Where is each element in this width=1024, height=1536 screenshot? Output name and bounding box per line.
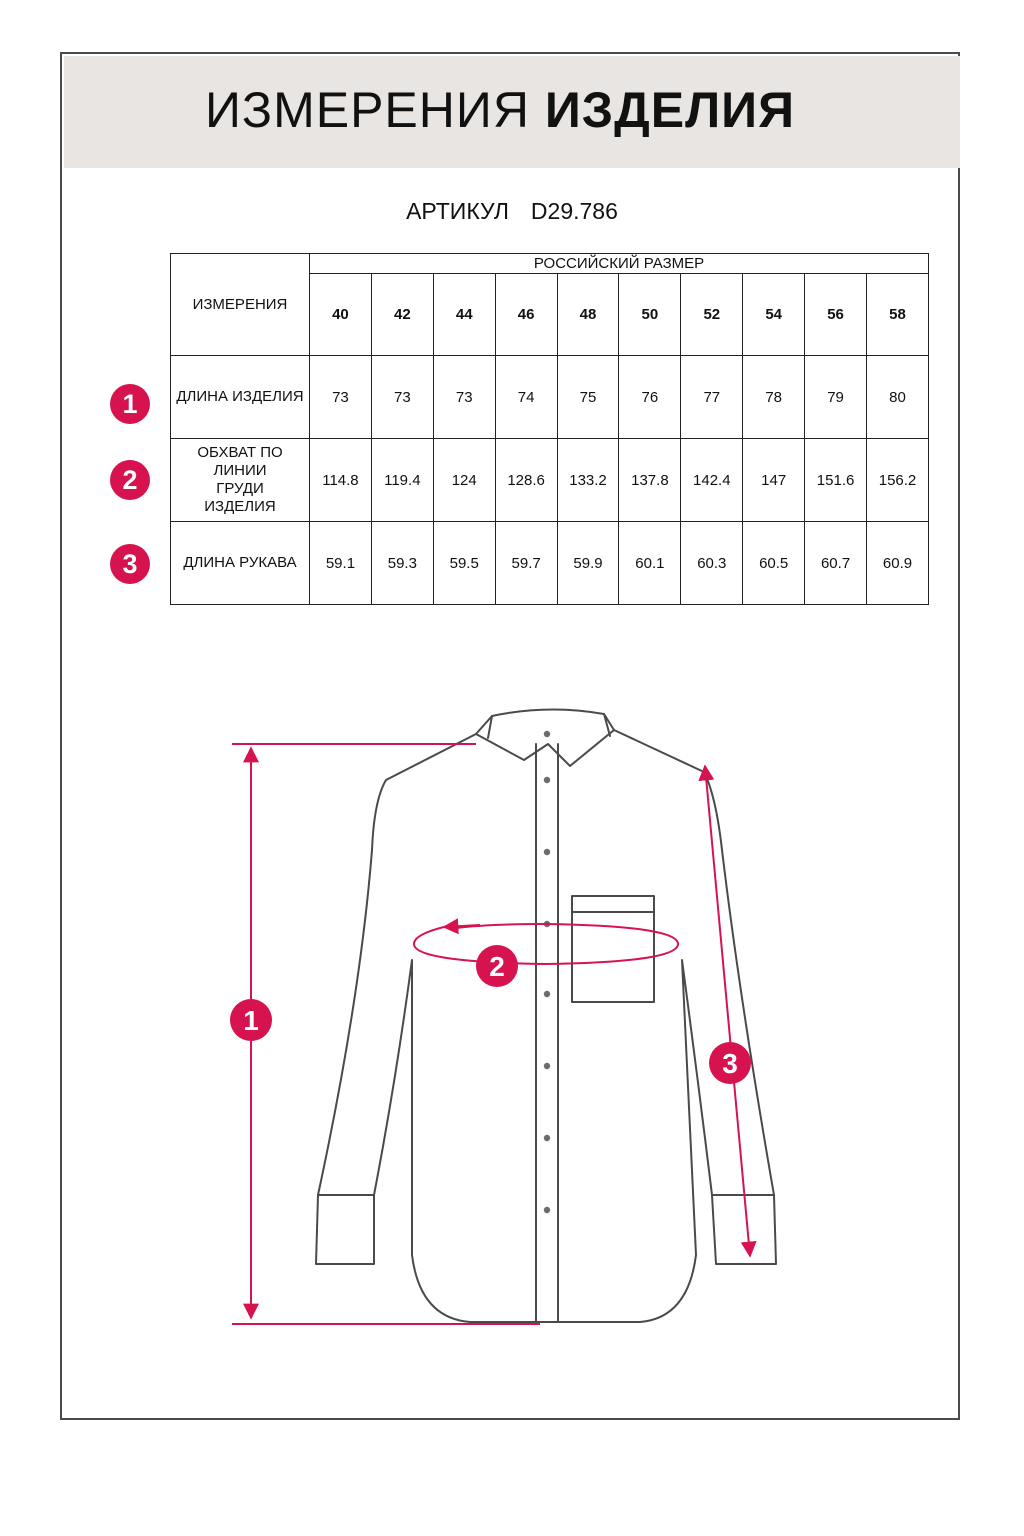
title-light: ИЗМЕРЕНИЯ (204, 82, 530, 138)
table-cell: 78 (743, 356, 805, 439)
table-cell: 151.6 (805, 439, 867, 522)
row-badge-2: 2 (110, 460, 150, 500)
diagram-markers (230, 945, 751, 1084)
table-cell: 73 (371, 356, 433, 439)
marker-chest-label: 2 (489, 951, 505, 982)
table-cell: 60.1 (619, 522, 681, 605)
table-cell: 114.8 (310, 439, 372, 522)
size-header: 44 (433, 274, 495, 356)
size-header: 52 (681, 274, 743, 356)
right-cuff (712, 1195, 776, 1264)
measurement-lines (232, 744, 750, 1324)
size-header: 58 (867, 274, 929, 356)
table-cell: 156.2 (867, 439, 929, 522)
size-header: 42 (371, 274, 433, 356)
row-label: ДЛИНА ИЗДЕЛИЯ (171, 356, 310, 439)
article-label: АРТИКУЛ (406, 198, 509, 224)
button-icon (544, 991, 550, 997)
table-cell: 142.4 (681, 439, 743, 522)
size-header: 48 (557, 274, 619, 356)
size-header: 50 (619, 274, 681, 356)
title-bold: ИЗДЕЛИЯ (544, 82, 796, 138)
row-badge-3: 3 (110, 544, 150, 584)
size-header: 40 (310, 274, 372, 356)
placket (536, 744, 558, 1322)
button-icon (544, 1063, 550, 1069)
article-code: D29.786 (530, 198, 618, 224)
button-icon (544, 777, 550, 783)
table-cell: 79 (805, 356, 867, 439)
shirt-body-outline (318, 730, 774, 1322)
table-cell: 124 (433, 439, 495, 522)
button-icon (544, 1135, 550, 1141)
table-cell: 59.7 (495, 522, 557, 605)
table-cell: 59.5 (433, 522, 495, 605)
table-cell: 76 (619, 356, 681, 439)
row-label: ОБХВАТ ПО ЛИНИИ ГРУДИ ИЗДЕЛИЯ (171, 439, 310, 522)
table-cell: 74 (495, 356, 557, 439)
marker-sleeve-label: 3 (722, 1048, 738, 1079)
row-badge-1: 1 (110, 384, 150, 424)
table-corner-label: ИЗМЕРЕНИЯ (171, 254, 310, 356)
table-cell: 80 (867, 356, 929, 439)
size-header: 56 (805, 274, 867, 356)
size-header: 54 (743, 274, 805, 356)
collar-outline (476, 709, 614, 766)
table-cell: 73 (433, 356, 495, 439)
left-cuff (316, 1195, 374, 1264)
table-cell: 59.1 (310, 522, 372, 605)
shirt-outline (316, 709, 776, 1322)
button-icon (544, 849, 550, 855)
button-icon (544, 1207, 550, 1213)
button-icon (544, 731, 550, 737)
marker-length-label: 1 (243, 1005, 259, 1036)
chest-ellipse (414, 924, 678, 964)
table-cell: 128.6 (495, 439, 557, 522)
table-cell: 133.2 (557, 439, 619, 522)
row-label: ДЛИНА РУКАВА (171, 522, 310, 605)
table-cell: 147 (743, 439, 805, 522)
table-cell: 137.8 (619, 439, 681, 522)
table-cell: 60.5 (743, 522, 805, 605)
table-cell: 77 (681, 356, 743, 439)
table-cell: 75 (557, 356, 619, 439)
table-cell: 119.4 (371, 439, 433, 522)
table-cell: 59.9 (557, 522, 619, 605)
placket-buttons (544, 731, 550, 1213)
table-cell: 73 (310, 356, 372, 439)
table-cell: 59.3 (371, 522, 433, 605)
table-cell: 60.7 (805, 522, 867, 605)
table-cell: 60.9 (867, 522, 929, 605)
table-group-label: РОССИЙСКИЙ РАЗМЕР (310, 254, 929, 274)
table-cell: 60.3 (681, 522, 743, 605)
size-header: 46 (495, 274, 557, 356)
